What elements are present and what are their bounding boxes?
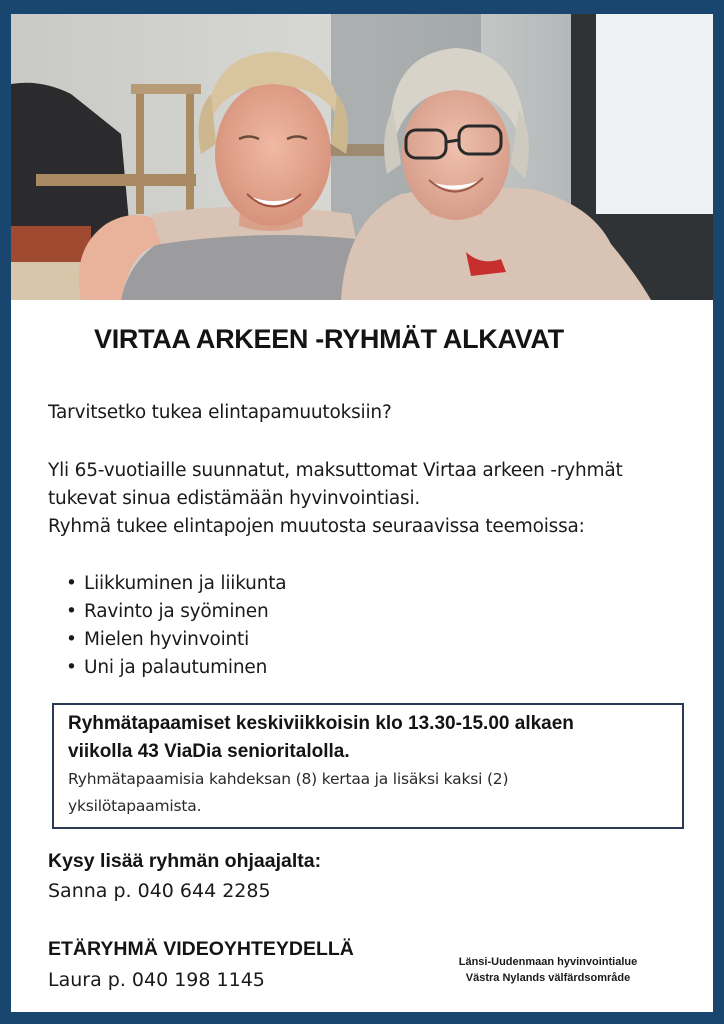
- bullet-icon: •: [66, 573, 77, 594]
- schedule-line-1: Ryhmätapaamiset keskiviikkoisin klo 13.30-15.00 alkaen: [68, 713, 574, 734]
- list-item: • Ravinto ja syöminen: [66, 598, 286, 626]
- remote-heading: ETÄRYHMÄ VIDEOYHTEYDELLÄ: [48, 938, 354, 960]
- contact-heading: Kysy lisää ryhmän ohjaajalta:: [48, 850, 322, 872]
- intro-line-3: Ryhmä tukee elintapojen muutosta seuraavissa teemoissa:: [48, 516, 585, 537]
- intro-line-1: Yli 65-vuotiaille suunnatut, maksuttomat Virtaa arkeen -ryhmät: [48, 460, 623, 481]
- bullet-icon: •: [66, 657, 77, 678]
- schedule-note-2: yksilötapaamista.: [68, 797, 202, 815]
- intro-line-2: tukevat sinua edistämään hyvinvointiasi.: [48, 488, 421, 509]
- question-text: Tarvitsetko tukea elintapamuutoksiin?: [48, 402, 392, 423]
- bullet-icon: •: [66, 601, 77, 622]
- hero-photo: [11, 14, 713, 300]
- schedule-note-1: Ryhmätapaamisia kahdeksan (8) kertaa ja lisäksi kaksi (2): [68, 770, 509, 788]
- organization-name-fi: Länsi-Uudenmaan hyvinvointialue: [458, 956, 638, 968]
- schedule-box: [52, 703, 684, 829]
- contact-phone: Sanna p. 040 644 2285: [48, 880, 271, 902]
- bullet-icon: •: [66, 629, 77, 650]
- list-item: • Uni ja palautuminen: [66, 654, 286, 682]
- organization-name-sv: Västra Nylands välfärdsområde: [465, 972, 631, 984]
- theme-list: [66, 570, 286, 682]
- organization-logo: [428, 954, 668, 986]
- poster-title: VIRTAA ARKEEN -RYHMÄT ALKAVAT: [94, 324, 564, 354]
- remote-phone: Laura p. 040 198 1145: [48, 969, 265, 991]
- list-item: • Liikkuminen ja liikunta: [66, 570, 286, 598]
- schedule-line-2: viikolla 43 ViaDia senioritalolla.: [68, 741, 350, 762]
- list-item: • Mielen hyvinvointi: [66, 626, 286, 654]
